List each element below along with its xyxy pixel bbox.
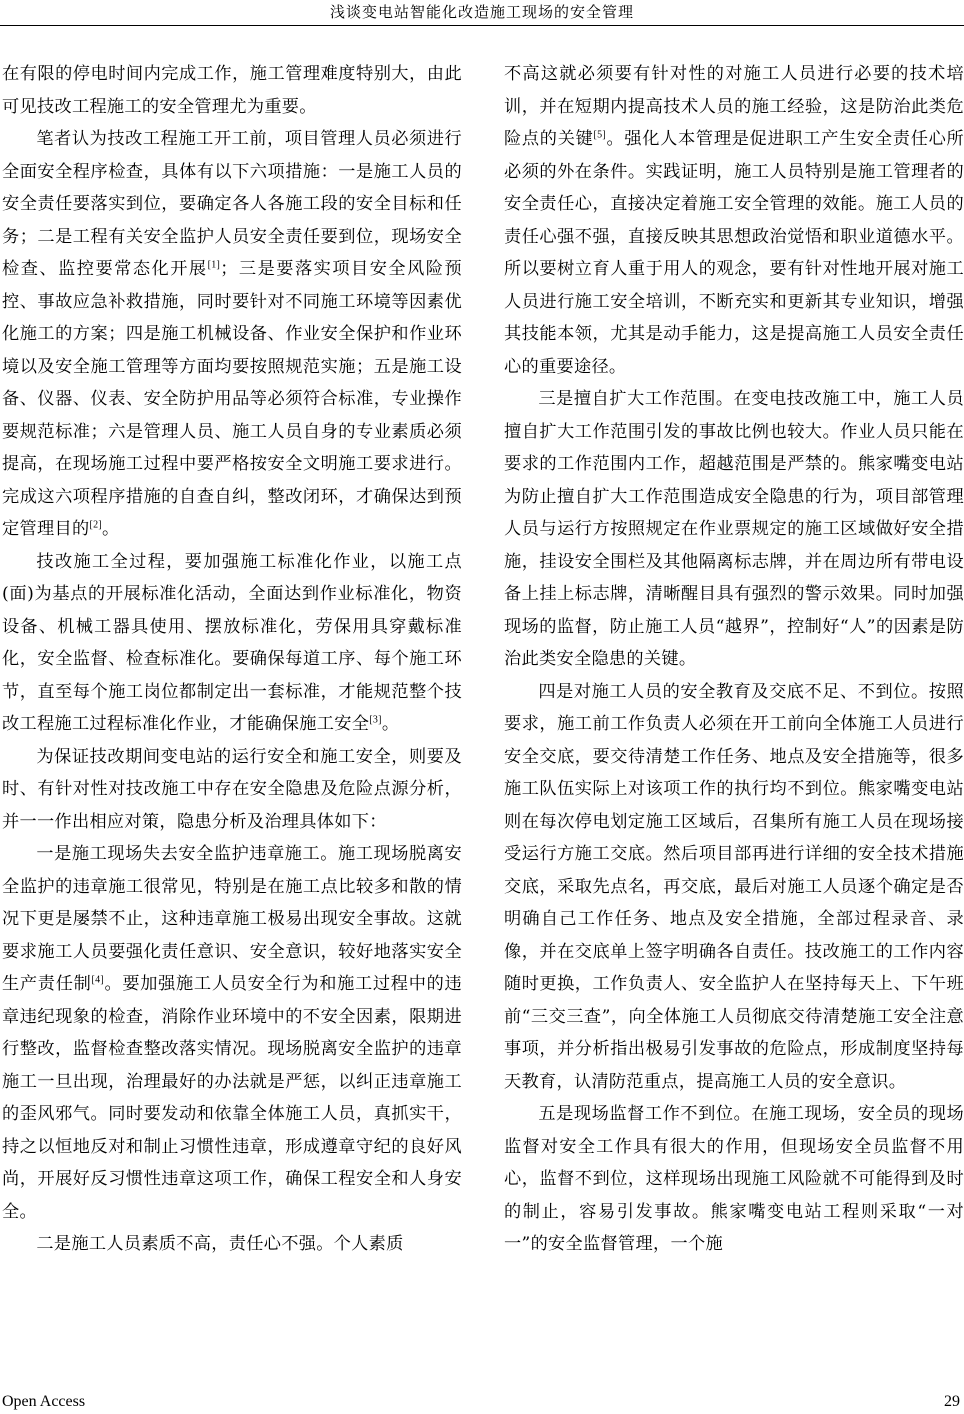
paragraph <box>2 123 462 546</box>
paragraph-text: 为保证技改期间变电站的运行安全和施工安全，则要及时、有针对性对技改施工中存在安全隐患及危险点源分析，并一一作出相应对策，隐患分析及治理具体如下： <box>2 746 462 832</box>
header-rule <box>0 25 964 26</box>
paragraph <box>2 1228 462 1261</box>
page-number: 29 <box>944 1393 960 1410</box>
paragraph-text: 二是施工人员素质不高，责任心不强。个人素质 <box>36 1234 404 1254</box>
paragraph-text: 。强化人本管理是促进职工产生安全责任心所必须的外在条件。实践证明，施工人员特别是施工管理者的安全责任心，直接决定着施工安全管理的效能。施工人员的责任心强不强，直接反映其思想政治觉悟和职业道德水平。所以要树立育人重于用人的观念，要有针对性地开展对施工人员进行施工安全培训，不断充实和更新其专业知识，增强其技能本领，尤其是动手能力，这是提高施工人员安全责任心的重要途径。 <box>504 129 964 377</box>
paragraph <box>504 1098 964 1261</box>
paragraph-text: 不高这就必须要有针对性的对施工人员进行必要的技术培训，并在短期内提高技术人员的施工经验，这是防治此类危险点的关键 <box>504 64 964 149</box>
paragraph-text: 。 <box>102 519 120 539</box>
paragraph <box>2 546 462 741</box>
paragraph <box>2 741 462 839</box>
paragraph <box>504 383 964 676</box>
paragraph-text: 一是施工现场失去安全监护违章施工。施工现场脱离安全监护的违章施工很常见，特别是在施工点比较多和散的情况下更是屡禁不止，这种违章施工极易出现安全事故。这就要求施工人员要强化责任意识、安全意识，较好地落实安全生产责任制 <box>2 844 462 994</box>
paragraph-text: 笔者认为技改工程施工开工前，项目管理人员必须进行全面安全程序检查，具体有以下六项措施：一是施工人员的安全责任要落实到位，要确定各人各施工段的安全目标和任务；二是工程有关安全监护人员安全责任要到位，现场安全检查、监控要常态化开展 <box>2 129 462 279</box>
paragraph-text: 三是擅自扩大工作范围。在变电技改施工中，施工人员擅自扩大工作范围引发的事故比例也较大。作业人员只能在要求的工作范围内工作，超越范围是严禁的。熊家嘴变电站为防止擅自扩大工作范围造成安全隐患的行为，项目部管理人员与运行方按照规定在作业票规定的施工区域做好安全措施，挂设安全围栏及其他隔离标志牌，并在周边所有带电设备上挂上标志牌，清晰醒目具有强烈的警示效果。同时加强现场的监督，防止施工人员“越界”，控制好“人”的因素是防治此类安全隐患的关键。 <box>504 389 964 669</box>
paragraph-text: 四是对施工人员的安全教育及交底不足、不到位。按照要求，施工前工作负责人必须在开工前向全体施工人员进行安全交底，要交待清楚工作任务、地点及安全措施等，很多施工队伍实际上对该项工作的执行均不到位。熊家嘴变电站则在每次停电划定施工区域后，召集所有施工人员在现场接受运行方施工交底。然后项目部再进行详细的安全技术措施交底，采取先点名，再交底，最后对施工人员逐个确定是否明确自己工作任务、地点及安全措施，全部过程录音、录像，并在交底单上签字明确各自责任。技改施工的工作内容随时更换，工作负责人、安全监护人在坚持每天上、下午班前“三交三查”，向全体施工人员彻底交待清楚施工安全注意事项，并分析指出极易引发事故的危险点，形成制度坚持每天教育，认清防范重点，提高施工人员的安全意识。 <box>504 681 964 1092</box>
paragraph-text: 在有限的停电时间内完成工作，施工管理难度特别大，由此可见技改工程施工的安全管理尤为重要。 <box>2 64 462 117</box>
running-header: 浅谈变电站智能化改造施工现场的安全管理 <box>329 3 634 21</box>
citation-marker: [2] <box>89 519 103 531</box>
footer-journal: Open Access <box>2 1393 86 1410</box>
citation-marker: [4] <box>91 974 105 986</box>
citation-marker: [5] <box>593 129 607 141</box>
citation-marker: [1] <box>207 259 221 271</box>
paragraph-text: ；三是要落实项目安全风险预控、事故应急补救措施，同时要针对不同施工环境等因素优化施工的方案；四是施工机械设备、作业安全保护和作业环境以及安全施工管理等方面均要按照规范实施；五是施工设备、仪器、仪表、安全防护用品等必须符合标准，专业操作要规范标准；六是管理人员、施工人员自身的专业素质必须提高，在现场施工过程中要严格按安全文明施工要求进行。完成这六项程序措施的自查自纠，整改闭环，才确保达到预定管理目的 <box>2 259 462 539</box>
paragraph-text: 五是现场监督工作不到位。在施工现场，安全员的现场监督对安全工作具有很大的作用，但现场安全员监督不用心，监督不到位，这样现场出现施工风险就不可能得到及时的制止，容易引发事故。熊家嘴变电站工程则采取“一对一”的安全监督管理，一个施 <box>504 1104 964 1254</box>
right-column <box>504 58 964 1261</box>
paragraph-text: 技改施工全过程，要加强施工标准化作业，以施工点(面)为基点的开展标准化活动，全面达到作业标准化，物资设备、机械工器具使用、摆放标准化，劳保用具穿戴标准化，安全监督、检查标准化。要确保每道工序、每个施工环节，直至每个施工岗位都制定出一套标准，才能规范整个技改工程施工过程标准化作业，才能确保施工安全 <box>2 551 462 734</box>
paragraph-text: 。 <box>381 714 400 734</box>
left-column <box>2 58 462 1261</box>
paragraph-text: 。要加强施工人员安全行为和施工过程中的违章违纪现象的检查，消除作业环境中的不安全因素，限期进行整改，监督检查整改落实情况。现场脱离安全监护的违章施工一旦出现，治理最好的办法就是严惩，以纠正违章施工的歪风邪气。同时要发动和依靠全体施工人员，真抓实干，持之以恒地反对和制止习惯性违章，形成遵章守纪的良好风尚，开展好反习惯性违章这项工作，确保工程安全和人身安全。 <box>2 974 462 1222</box>
paragraph <box>504 58 964 383</box>
paragraph <box>504 676 964 1099</box>
paragraph <box>2 58 462 123</box>
paragraph <box>2 838 462 1228</box>
citation-marker: [3] <box>369 714 382 726</box>
